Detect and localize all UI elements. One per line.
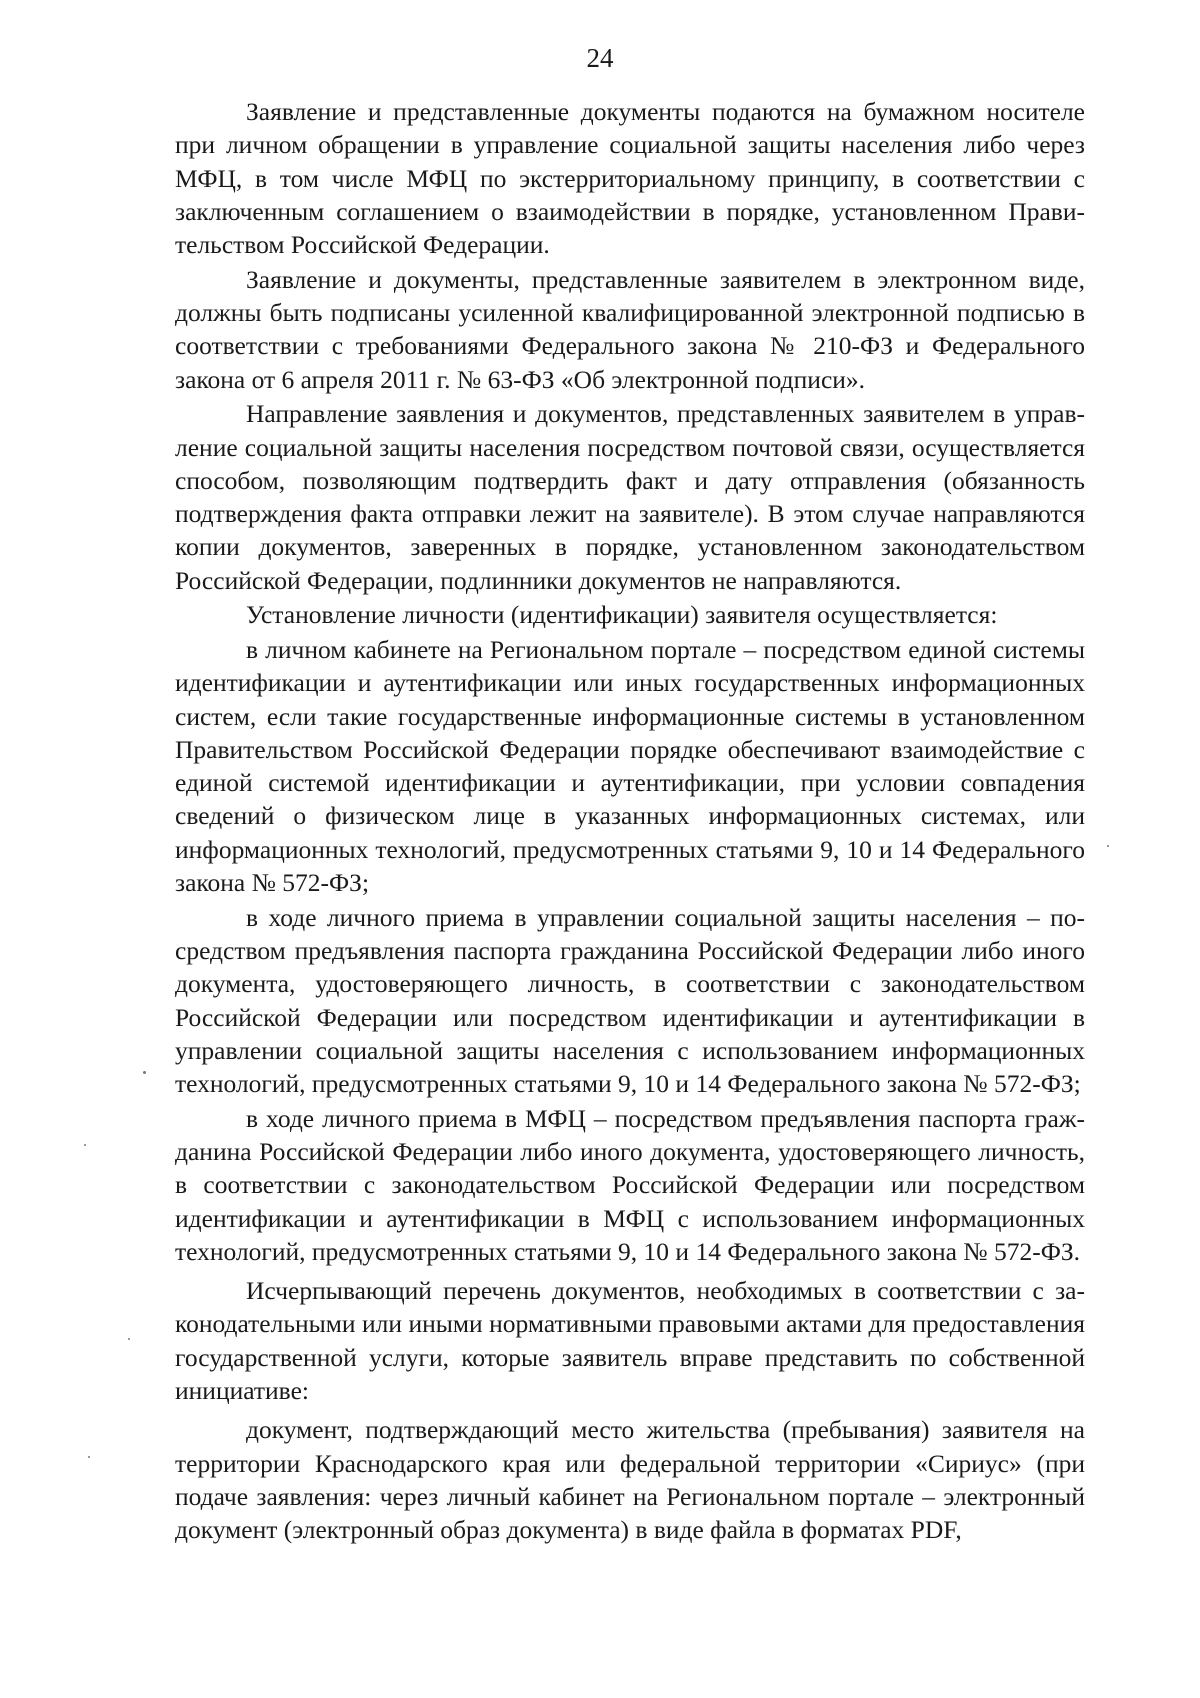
scan-speck — [1107, 845, 1109, 847]
paragraph-identification-social-office: в ходе личного приема в управлении социальной защиты населения – посредством предъявления паспорта гражданина Российской Федерации либо иного документа, удостоверяющего личность, в соответствии с законодательством Российской Федерации или посредством идентификации и аутентификации в управлении социальной защиты населения с использованием информационных технологий, предусмотренных статьями 9, 10 и 14 Федерального закона № 572-ФЗ; — [175, 902, 1085, 1099]
scan-speck — [128, 1338, 130, 1340]
paragraph-identification-intro: Установление личности (идентификации) заявителя осуществляется: — [246, 600, 998, 630]
paragraph-identification-mfc: в ходе личного приема в МФЦ – посредством предъявления паспорта гражданина Российской Федерации либо иного документа, удостоверяющего личность, в соответствии с законодательством Российской Федерации или посредством идентификации и аутентификации в МФЦ с использованием информационных технологий, предусмотренных статьями 9, 10 и 14 Федерального закона № 572-ФЗ. — [175, 1103, 1085, 1266]
page-number: 24 — [586, 43, 614, 73]
paragraph-postal-submission: Направление заявления и документов, представленных заявителем в управление социальной защиты населения посредством почтовой связи, осуществляется способом, позволяющим подтвердить факт и дату отправления (обязанность подтверждения факта отправки лежит на заявителе). В этом случае направляются копии документов, заверенных в порядке, установленном законодательством Российской Федерации, подлинники документов не направляются. — [175, 399, 1085, 595]
paragraph-submission-paper: Заявление и представленные документы подаются на бумажном носителе при личном обращении в управление социальной защиты населения либо через МФЦ, в том числе МФЦ по экстерриториальному принципу, в соответствии с заключенным соглашением о взаимодействии в порядке, установленном Правительством Российской Федерации. — [175, 97, 1085, 260]
scan-speck — [84, 1144, 86, 1146]
scan-speck — [143, 1071, 146, 1074]
document-body — [175, 95, 1085, 1548]
paragraph-documents-list: Исчерпывающий перечень документов, необходимых в соответствии с законодательными или иными нормативными правовыми актами для предоставления государственной услуги, которые заявитель вправе представить по собственной инициативе: — [175, 1276, 1085, 1406]
paragraph-residence-document: документ, подтверждающий место жительства (пребывания) заявителя на территории Краснодарского края или федеральной территории «Сириус» (при подаче заявления: через личный кабинет на Региональном портале – электронный документ (электронный образ документа) в виде файла в форматах PDF, — [175, 1415, 1085, 1545]
paragraph-electronic-signature: Заявление и документы, представленные заявителем в электронном виде, должны быть подписаны усиленной квалифицированной электронной подписью в соответствии с требованиями Федерального закона № 210-ФЗ и Федерального закона от 6 апреля 2011 г. № 63-ФЗ «Об электронной подписи». — [175, 264, 1085, 394]
paragraph-identification-portal: в личном кабинете на Региональном портале – посредством единой системы идентификации и аутентификации или иных государственных информационных систем, если такие государственные информационные системы в установленном Правительством Российской Федерации порядке обеспечивают взаимодействие с единой системой идентификации и аутентификации, при условии совпадения сведений о физическом лице в указанных информационных системах, или информационных технологий, предусмотренных статьями 9, 10 и 14 Федерального закона № 572-ФЗ; — [175, 634, 1085, 898]
scan-speck — [88, 1456, 90, 1458]
